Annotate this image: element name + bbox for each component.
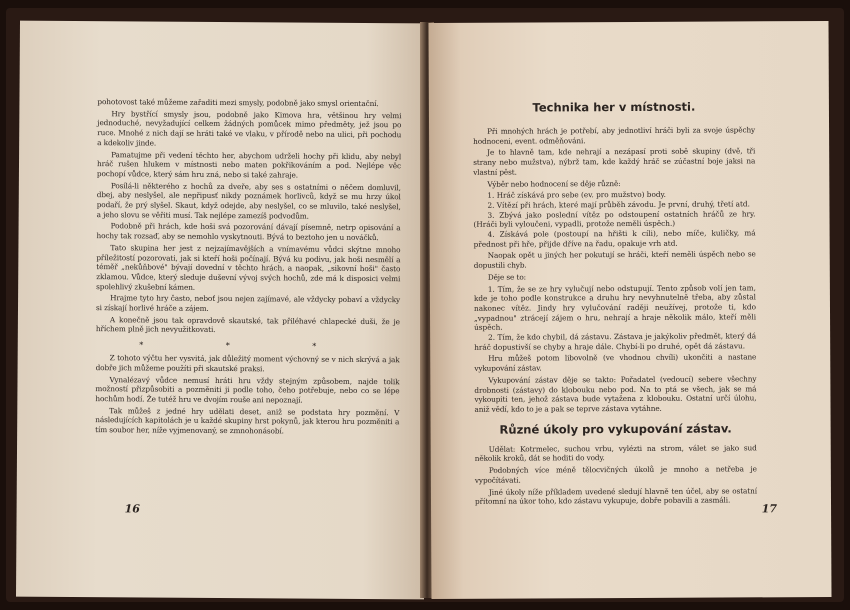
list-item: 1. Tím, že se ze hry vylučují nebo odstupují. Tento způsob volí jen tam, kde je toho podle konstrukce a druhu hry nevyhnutelně třeba, aby zůstal nakonec vítěz. Jindy hry vylučování raději neužívej, protože ti, kdo „vypadnou" ztrácejí zájem o hru, nehrají a hraje několik málo, kteří měli úspěch. <box>473 282 757 333</box>
paragraph: A konečně jsou tak opravdově skautské, tak přiléhavé chlapecké duši, že je hříchem plně jich nevyužitkovati. <box>95 314 400 335</box>
penalty-list <box>474 283 756 352</box>
paragraph: Výběr nebo hodnocení se děje různě: <box>487 178 621 189</box>
list-item: 3. Zbývá jako poslední vítěz po odstoupení ostatních hráčů ze hry. (Hráči byli vyloučeni, vypadli, protože neměli úspěch.) <box>473 208 756 230</box>
list-item: 2. Vítězí při hrách, které mají průběh závodu. Je první, druhý, třetí atd. <box>487 199 750 210</box>
section-heading: Různé úkoly pro vykupování zástav. <box>499 421 732 437</box>
left-page <box>16 21 428 600</box>
paragraph: Posílá-li některého z hochů za dveře, aby ses s ostatními o něčem domluvil, dbej, aby neslyšel, ale nepřipusť nikdy poznámek horlivců, když se mu hrzy úkol podaří, že prý slyšel. Skaut, když odejde, aby neslyšel, co se mluvilo, také neslyšel, a jeho slovu se věřiti musí. Tak nejlépe zamezíš podvodům. <box>96 180 401 221</box>
paragraph: Vykupování zástav děje se takto: Pořadatel (vedoucí) sebere všechny drobnosti (zástavy) do klobouku nebo pod. Na to ptá se všech, jak se má vykoupiti ten, jehož zástava bude vytažena z klobouku. Ostatní určí úlohu, aniž vědí, kdo to je a pak se teprve zástava vytáhne. <box>474 374 757 414</box>
paragraph: Jiné úkoly níže příkladem uvedené sledují hlavně ten účel, aby se ostatní přítomní na úkor toho, kdo zástavu vykupuje, dobře pobavili a zasmáli. <box>474 485 757 507</box>
list-item: 2. Tím, že kdo chybil, dá zástavu. Zástava je jakýkoliv předmět, který dá hráč dopustivší se chyby a hraje dále. Chybí-li po druhé, opět dá zástavu. <box>474 331 757 352</box>
right-page <box>428 21 831 599</box>
paragraph: Tato skupina her jest z nejzajímavějších a vnímavému vůdci skýtne mnoho příležitostí pozorovati, jak si kteří hoši počínají. Bývá ku podivu, jak hoši nesmělí a téměř „nekůňbové" bývají dovední v těchto hrách, a naopak, „sikovní hoši" často zklamou. Vůdce, který sleduje duševní vývoj svých hochů, zde má k disposici velmi spolehlivý zkušební kámen. <box>96 243 401 292</box>
paragraph: Při mnohých hrách je potřebí, aby jednotliví hráči byli za svoje úspěchy hodnoceni, event. odměňováni. <box>473 125 756 146</box>
paragraph: Hru můžeš potom libovolně (ve vhodnou chvíli) ukončiti a nastane vykupování zástav. <box>474 352 757 373</box>
section-separator: * * * <box>139 340 357 352</box>
paragraph: Naopak opět u jiných her pokutují se hráči, kteří neměli úspěch nebo se dopustili chyb. <box>473 249 756 270</box>
list-item: 4. Získává pole (postoupí na hřišti k cíli), nebo míče, kuličky, má přednost při hře, přijde dříve na řadu, opakuje vrh atd. <box>473 228 756 249</box>
paragraph: Hry bystřící smysly jsou, podobně jako Kimova hra, většinou hry velmi jednoduché, nevyžadující celkem žádných pomůcek mimo předměty, jež jsou po ruce. Mnohé z nich dají se hráti také ve vlaku, v přírodě nebo na ulici, při pochodu a kdekoliv jinde. <box>97 108 402 148</box>
section-heading: Technika her v místnosti. <box>532 99 696 115</box>
scoring-list <box>473 190 755 250</box>
open-book <box>6 8 844 602</box>
page-number: 17 <box>761 502 778 516</box>
paragraph: Pamatujme při vedení těchto her, abychom udrželi hochy při klidu, aby nebyl hráč rušen hlukem v místnosti nebo maten pokřikováním a pod. Nejlépe věc pochopí vůdce, který sám hru zná, nebo si také zahraje. <box>96 149 402 180</box>
paragraph: pohotovost také můžeme zařaditi mezi smysly, podobně jako smysl orientační. <box>97 97 379 109</box>
paragraph: Hrajme tyto hry často, neboť jsou nejen zajímavé, ale vždycky pobaví a vždycky si získají horlivé hráče a zájem. <box>95 293 401 313</box>
paragraph: Děje se to: <box>487 272 526 282</box>
paragraph: Je to hlavně tam, kde nehrají a nezápasí proti sobě skupiny (dvě, tři strany nebo mužstva), nýbrž tam, kde každý hráč se zúčastní boje jaksi na vlastní pěst. <box>473 146 756 177</box>
paragraph: Z tohoto výčtu her vysvitá, jak důležitý moment výchovný se v nich skrývá a jak dobře jich můžeme použíti při skautské praksi. <box>95 353 400 374</box>
paragraph: Podobných více méně tělocvičných úkolů je mnoho a netřeba je vypočítávati. <box>474 464 757 485</box>
paragraph: Vynalézavý vůdce nemusí hráti hru vždy stejným způsobem, najde tolik možností přizpůsobiti a pozměniti ji podle toho, čeho potřebuje, nebo co se lépe hochům hodí. Že tutéž hru ve dvojím rouše ani nepoznají. <box>95 374 400 405</box>
paragraph: Podobně při hrách, kde hoši svá pozorování dávají písemně, netrp opisování a hochy tak rozsaď, aby se nemohlo vyskytnouti. Bývá to beztoho jen u nováčků. <box>96 221 401 243</box>
paragraph: Tak můžeš z jedné hry udělati deset, aniž se podstata hry pozmění. V následujících kapitolách je u každé skupiny hrst pokynů, jak kterou hru pozměniti a tím soubor her, níže vyjmenovaný, se zmnohonásobí. <box>95 405 400 436</box>
list-item: 1. Hráč získává pro sebe (ev. pro mužstvo) body. <box>487 190 667 200</box>
paragraph: Udělat: Kotrmelec, suchou vrbu, vylézti na strom, válet se jako sud několik kroků, dát se hoditi do vody. <box>474 443 757 464</box>
page-number: 16 <box>124 502 140 516</box>
